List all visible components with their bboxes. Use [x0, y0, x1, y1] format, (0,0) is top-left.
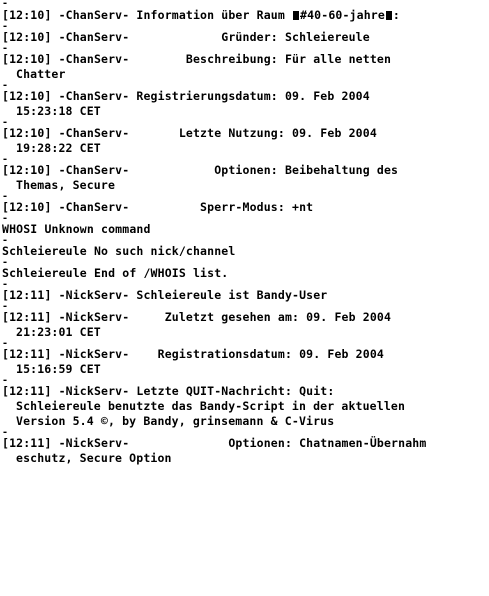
- log-line: [12:11] -NickServ- Zuletzt gesehen am: 09. Feb 2004: [2, 310, 392, 324]
- log-text: [12:10] -ChanServ- Information über Raum: [2, 8, 293, 22]
- log-line-continuation: Themas, Secure: [16, 178, 116, 192]
- log-line: [12:10] -ChanServ- Optionen: Beibehaltung des: [2, 163, 399, 177]
- line-separator: -: [2, 279, 9, 290]
- log-line: [12:10] -ChanServ- Beschreibung: Für alle netten: [2, 52, 392, 66]
- log-entry: [2, 30, 489, 45]
- log-entry: [2, 347, 489, 377]
- line-separator: -: [2, 191, 9, 202]
- log-entry: [2, 436, 489, 466]
- log-line-continuation: Chatter: [16, 67, 66, 81]
- log-line: [2, 8, 489, 23]
- log-line-continuation: 15:23:18 CET: [16, 104, 101, 118]
- channel-name: #40-60-jahre: [300, 8, 385, 22]
- log-line: [12:10] -ChanServ- Gründer: Schleiereule: [2, 30, 370, 44]
- log-line: [12:11] -NickServ- Optionen: Chatnamen-Übernahm: [2, 436, 427, 450]
- log-entry: [2, 126, 489, 156]
- log-entry: [2, 89, 489, 119]
- log-entry: [2, 52, 489, 82]
- log-entry: [2, 8, 489, 23]
- log-line: [12:10] -ChanServ- Sperr-Modus: +nt: [2, 200, 314, 214]
- log-line: [12:10] -ChanServ- Registrierungsdatum: 09. Feb 2004: [2, 89, 370, 103]
- line-separator: -: [2, 213, 9, 224]
- log-line-continuation: 19:28:22 CET: [16, 141, 101, 155]
- log-line-continuation: Version 5.4 ©, by Bandy, grinsemann & C-Virus: [16, 414, 335, 428]
- log-line: Schleiereule End of /WHOIS list.: [2, 266, 229, 280]
- log-line: [12:10] -ChanServ- Letzte Nutzung: 09. Feb 2004: [2, 126, 377, 140]
- log-line: Schleiereule No such nick/channel: [2, 244, 236, 258]
- line-separator: -: [2, 43, 9, 54]
- log-line-continuation: Schleiereule benutzte das Bandy-Script in der aktuellen: [16, 399, 406, 413]
- log-line-continuation: eschutz, Secure Option: [16, 451, 172, 465]
- log-line: [12:11] -NickServ- Schleiereule ist Bandy-User: [2, 288, 328, 302]
- log-line-continuation: 15:16:59 CET: [16, 362, 101, 376]
- log-line: [12:11] -NickServ- Letzte QUIT-Nachricht: Quit:: [2, 384, 335, 398]
- line-separator: -: [2, 154, 9, 165]
- log-entry: [2, 163, 489, 193]
- bold-control-code-icon: [386, 11, 392, 20]
- line-separator: -: [2, 0, 9, 9]
- line-separator: -: [2, 235, 9, 246]
- log-entry: [2, 222, 489, 237]
- log-entry: [2, 384, 489, 429]
- line-separator: -: [2, 338, 9, 349]
- line-separator: -: [2, 257, 9, 268]
- line-separator: -: [2, 21, 9, 32]
- log-entry: [2, 310, 489, 340]
- line-separator: -: [2, 375, 9, 386]
- log-entry: [2, 288, 489, 303]
- log-line-continuation: 21:23:01 CET: [16, 325, 101, 339]
- log-entry: [2, 266, 489, 281]
- log-text: :: [392, 8, 400, 22]
- bold-control-code-icon: [293, 11, 299, 20]
- line-separator: -: [2, 427, 9, 438]
- log-entry: [2, 244, 489, 259]
- line-separator: -: [2, 117, 9, 128]
- log-line: [12:11] -NickServ- Registrationsdatum: 09. Feb 2004: [2, 347, 384, 361]
- log-line: WHOSI Unknown command: [2, 222, 151, 236]
- line-separator: -: [2, 80, 9, 91]
- log-entry: [2, 200, 489, 215]
- line-separator: -: [2, 301, 9, 312]
